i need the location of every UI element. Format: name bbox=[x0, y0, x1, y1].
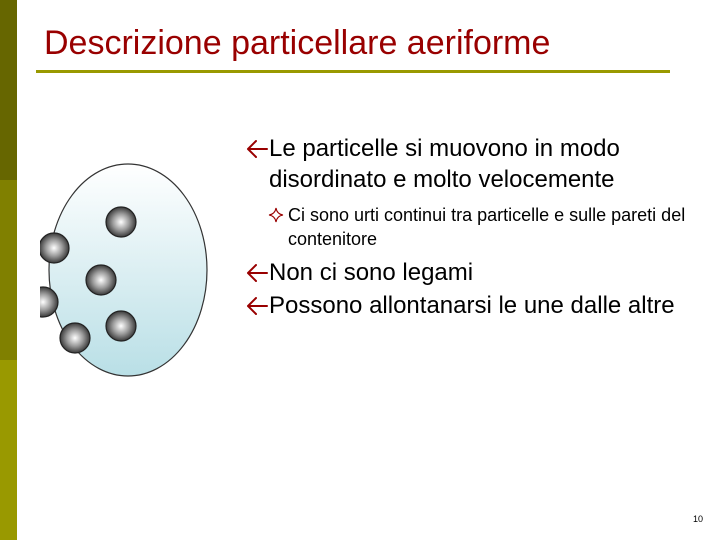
bullet-item bbox=[244, 133, 704, 195]
sidebar-decoration bbox=[0, 0, 17, 540]
bullet-item bbox=[244, 257, 704, 288]
bullet-item bbox=[244, 290, 704, 321]
bullet-text: Le particelle si muovono in modo disordinato e molto velocemente bbox=[269, 135, 620, 193]
slide-title: Descrizione particellare aeriforme bbox=[44, 24, 551, 62]
gas-container-diagram bbox=[40, 160, 220, 380]
particle bbox=[106, 311, 136, 341]
four-point-star-icon bbox=[268, 207, 284, 223]
arrow-left-icon bbox=[244, 290, 270, 321]
page-number: 10 bbox=[692, 514, 703, 524]
title-underline bbox=[36, 70, 670, 73]
particle bbox=[106, 207, 136, 237]
bullet-list bbox=[244, 133, 704, 323]
sidebar-band-middle bbox=[0, 180, 17, 360]
arrow-left-icon bbox=[244, 257, 270, 288]
sub-bullet-item bbox=[244, 203, 704, 251]
bullet-text: Non ci sono legami bbox=[269, 259, 474, 286]
sidebar-band-bottom bbox=[0, 360, 17, 540]
sub-bullet-text: Ci sono urti continui tra particelle e sulle pareti del contenitore bbox=[288, 205, 686, 249]
particle bbox=[40, 233, 69, 263]
arrow-left-icon bbox=[244, 133, 270, 164]
bullet-text: Possono allontanarsi le une dalle altre bbox=[269, 292, 675, 319]
particle bbox=[60, 323, 90, 353]
sidebar-band-top bbox=[0, 0, 17, 180]
particle bbox=[86, 265, 116, 295]
